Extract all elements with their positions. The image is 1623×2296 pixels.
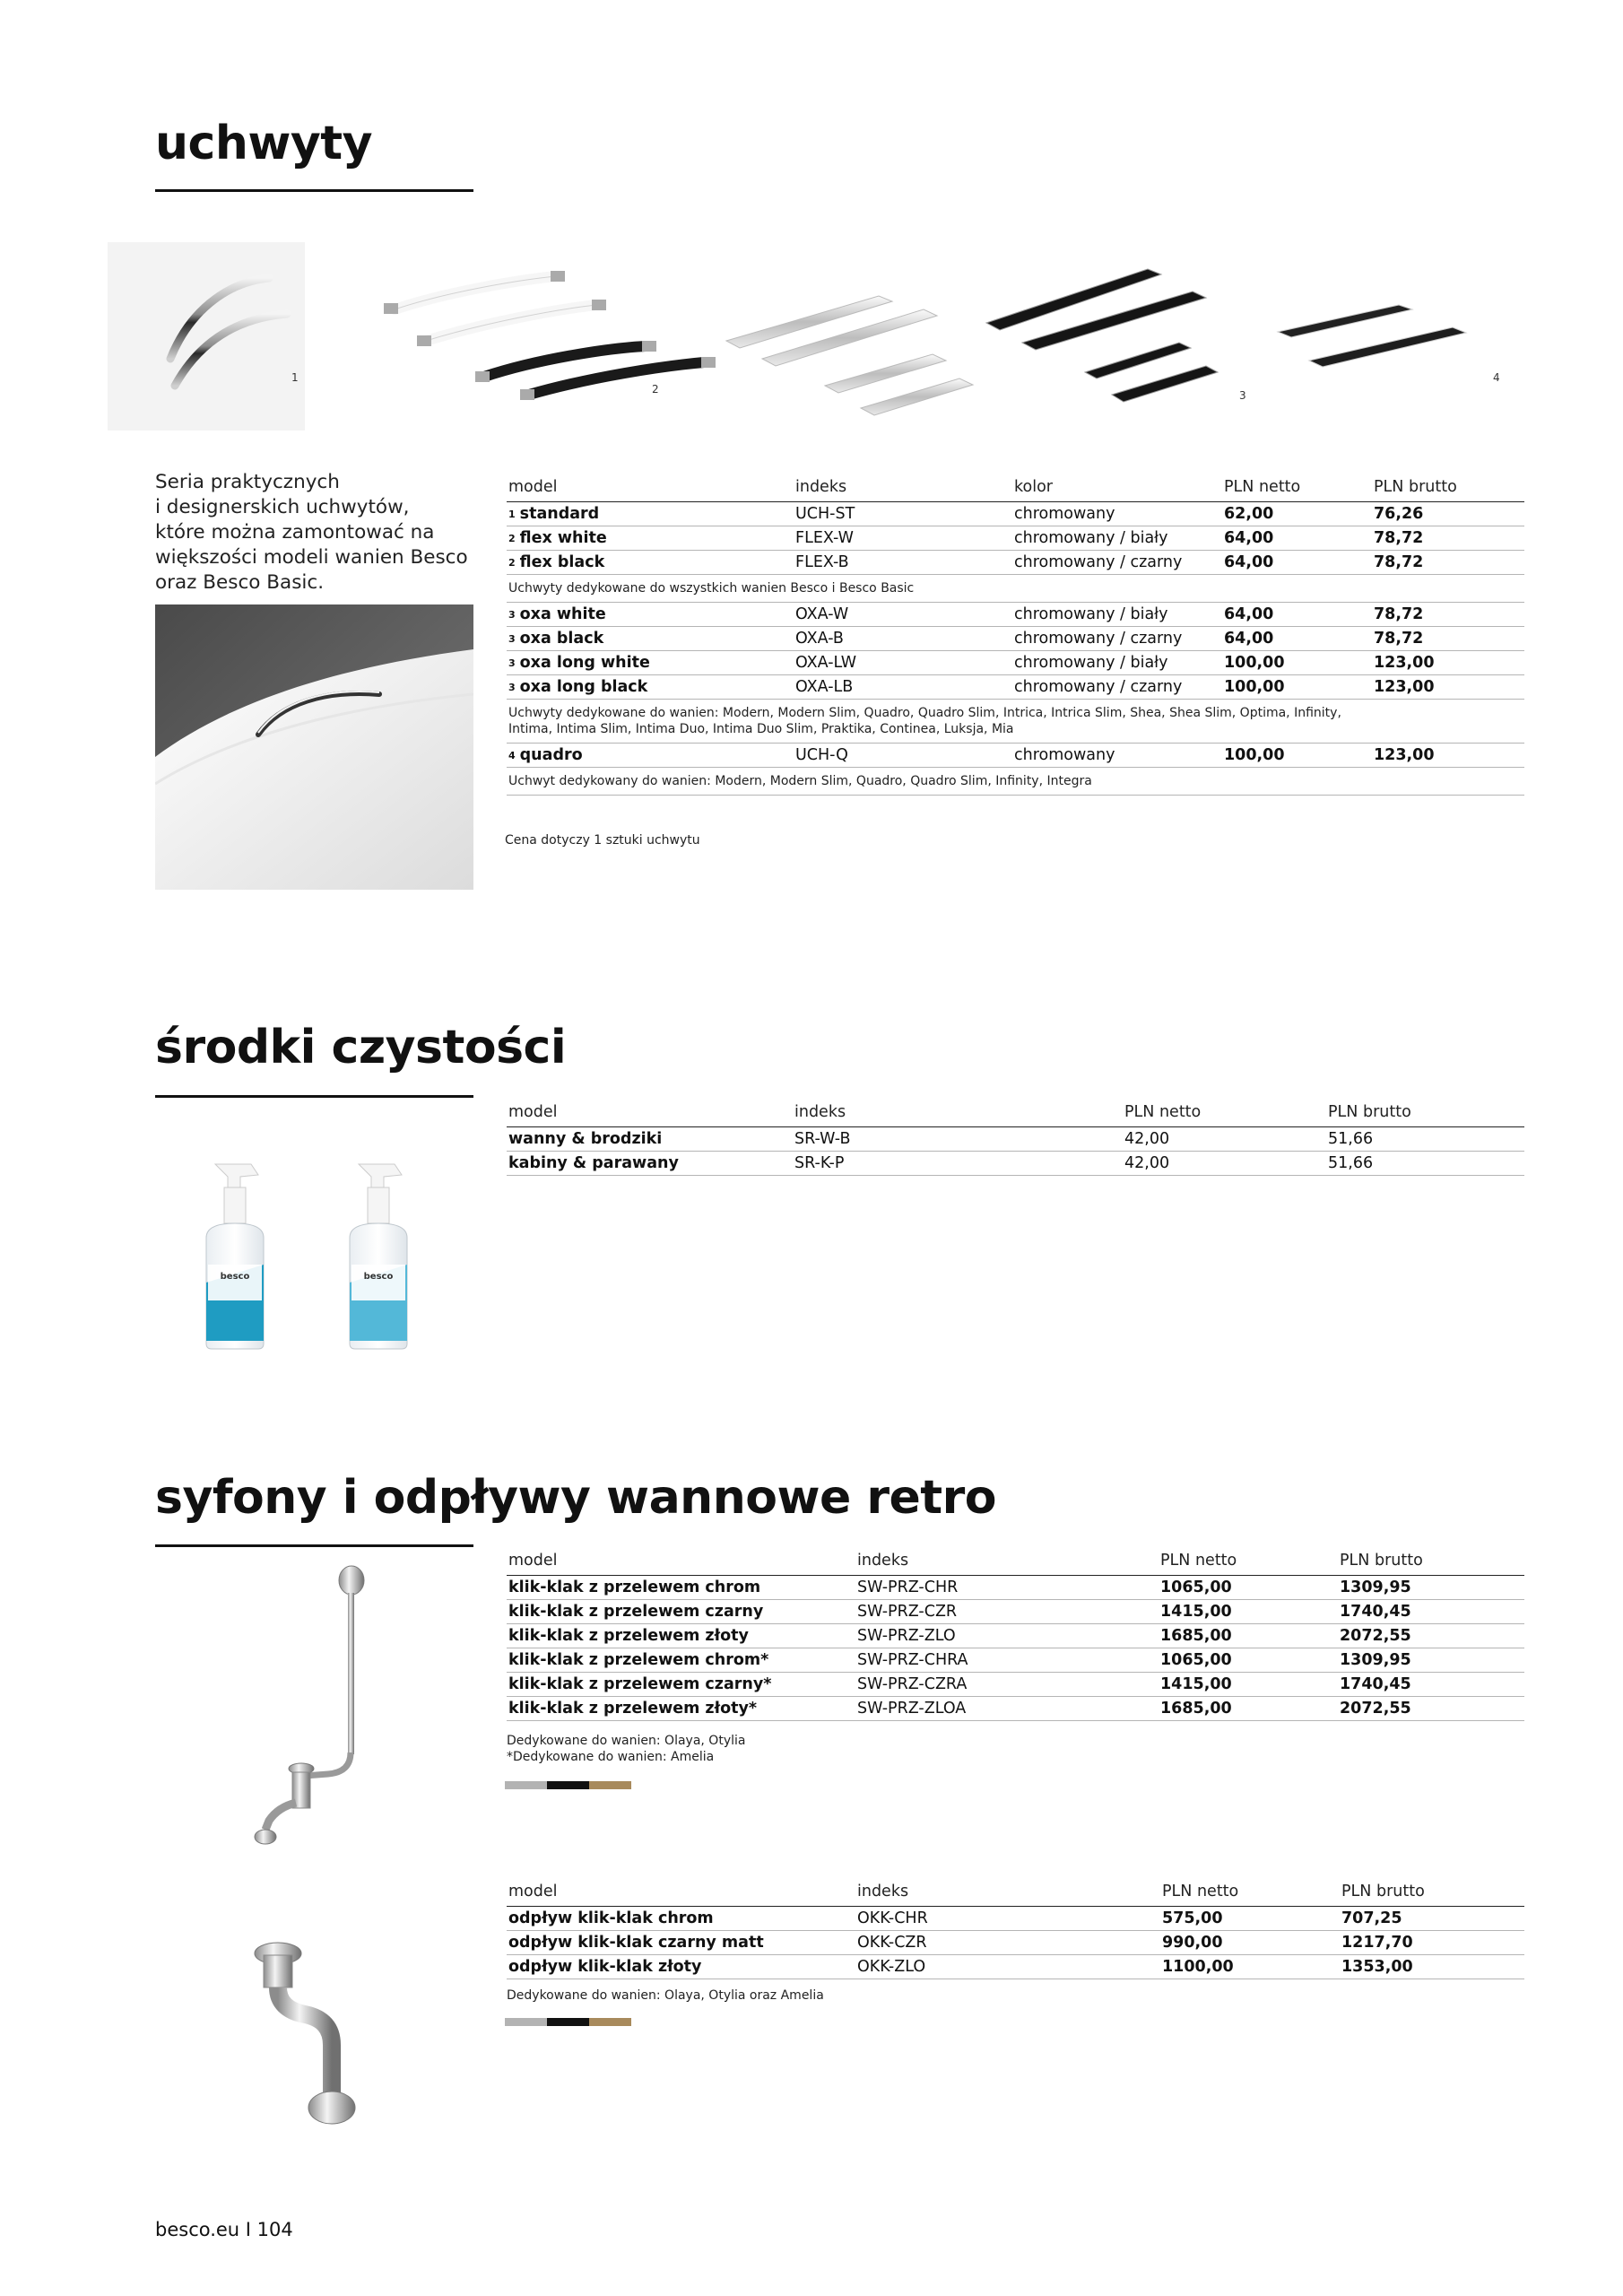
finish-swatch-chrome [505, 2018, 547, 2026]
cell-model: klik-klak z przelewem chrom* [508, 1651, 769, 1669]
section-title-siphons: syfony i odpływy wannowe retro [155, 1471, 996, 1525]
photo-ref-number: 1 [508, 509, 516, 520]
table-row [507, 1152, 1524, 1176]
cell-index: OKK-CZR [857, 1934, 927, 1952]
table-row [507, 1648, 1524, 1673]
table-note: Uchwyty dedykowane do wanien: Modern, Modern Slim, Quadro, Quadro Slim, Intrica, Intrica Slim, Shea, Shea Slim, Optima, Infinity, Intima, Intima Slim, Intima Duo, Intima Duo Slim, Praktika, Continea, Luksja, Mia [507, 700, 1524, 744]
col-index: indeks [794, 1103, 846, 1121]
section-title-cleaners: środki czystości [155, 1021, 567, 1074]
col-net: PLN netto [1224, 478, 1301, 496]
cell-net: 42,00 [1124, 1130, 1170, 1148]
siphons-note-2: *Dedykowane do wanien: Amelia [507, 1750, 715, 1764]
photo-ref-number: 4 [508, 750, 516, 761]
table-row [507, 1955, 1524, 1979]
title-underline [155, 1095, 473, 1098]
table-row [507, 627, 1524, 651]
cell-gross: 1353,00 [1341, 1958, 1413, 1976]
cell-net: 100,00 [1224, 654, 1285, 672]
title-underline [155, 1544, 473, 1547]
cell-index: SR-K-P [794, 1154, 845, 1172]
cell-index: OXA-LB [795, 678, 854, 696]
cell-index: OKK-CHR [857, 1909, 928, 1927]
model-name: flex black [519, 553, 605, 571]
table-note: Uchwyt dedykowany do wanien: Modern, Modern Slim, Quadro, Quadro Slim, Infinity, Integra [507, 768, 1524, 796]
cell-net: 62,00 [1224, 505, 1274, 523]
cell-index: SW-PRZ-CZRA [857, 1675, 968, 1693]
cell-net: 1100,00 [1162, 1958, 1234, 1976]
cleaner-bottles-photo [179, 1157, 448, 1354]
handle-quadro-photo [1278, 305, 1466, 367]
table-header [507, 1101, 1524, 1127]
col-gross: PLN brutto [1341, 1883, 1425, 1900]
cell-net: 64,00 [1224, 553, 1274, 571]
col-index: indeks [857, 1883, 909, 1900]
model-name: flex white [519, 529, 607, 547]
svg-text:besco: besco [220, 1272, 250, 1282]
cell-model: odpływ klik-klak chrom [508, 1909, 714, 1927]
cell-model [508, 746, 583, 764]
finish-swatch-black [547, 2018, 589, 2026]
table-row [507, 526, 1524, 551]
col-gross: PLN brutto [1340, 1552, 1423, 1570]
finish-swatch-gold [589, 2018, 631, 2026]
handles-table [507, 476, 1524, 796]
cell-model: wanny & brodziki [508, 1130, 663, 1148]
drains-table [507, 1881, 1524, 1979]
cell-index: OXA-LW [795, 654, 856, 672]
cell-net: 1685,00 [1160, 1700, 1232, 1718]
siphons-table [507, 1550, 1524, 1721]
photo-ref-number: 3 [508, 682, 516, 693]
cell-model: klik-klak z przelewem złoty* [508, 1700, 758, 1718]
photo-ref-number: 2 [508, 557, 516, 569]
cell-index: SW-PRZ-ZLOA [857, 1700, 967, 1718]
cell-model [508, 605, 606, 623]
model-name: oxa white [519, 605, 606, 623]
cell-net: 42,00 [1124, 1154, 1170, 1172]
table-row [507, 1673, 1524, 1697]
cleaners-table [507, 1101, 1524, 1176]
cell-gross: 1740,45 [1340, 1675, 1411, 1693]
cell-model: klik-klak z przelewem czarny [508, 1603, 764, 1621]
cell-index: SW-PRZ-CHR [857, 1578, 959, 1596]
cell-gross: 78,72 [1374, 630, 1424, 648]
cell-gross: 1217,70 [1341, 1934, 1413, 1952]
table-header [507, 476, 1524, 502]
table-row [507, 1576, 1524, 1600]
model-name: standard [519, 505, 600, 523]
finish-swatch-gold [589, 1781, 631, 1789]
photo-ref-number: 3 [508, 657, 516, 669]
cell-model: odpływ klik-klak złoty [508, 1958, 702, 1976]
svg-text:besco: besco [363, 1272, 394, 1282]
cell-model [508, 654, 650, 672]
cell-index: OXA-W [795, 605, 849, 623]
cell-model: klik-klak z przelewem chrom [508, 1578, 761, 1596]
photo-label-3: 3 [1239, 389, 1246, 402]
col-model: model [508, 1103, 558, 1121]
cell-net: 64,00 [1224, 529, 1274, 547]
siphons-note-1: Dedykowane do wanien: Olaya, Otylia [507, 1734, 746, 1748]
cell-gross: 51,66 [1328, 1130, 1374, 1148]
photo-ref-number: 2 [508, 533, 516, 544]
handle-oxa-photo [726, 296, 973, 415]
cell-color: chromowany / biały [1014, 529, 1168, 547]
table-row [507, 1624, 1524, 1648]
table-row [507, 651, 1524, 675]
table-row [507, 1697, 1524, 1721]
cell-gross: 123,00 [1374, 678, 1435, 696]
drain-photo [242, 1928, 395, 2130]
page-footer: besco.eu I 104 [155, 2219, 293, 2240]
col-gross: PLN brutto [1328, 1103, 1411, 1121]
handle-standard-photo [108, 242, 305, 430]
photo-ref-number: 3 [508, 609, 516, 621]
cell-index: OKK-ZLO [857, 1958, 926, 1976]
cell-net: 575,00 [1162, 1909, 1223, 1927]
cell-index: SW-PRZ-CZR [857, 1603, 958, 1621]
photo-label-4: 4 [1493, 371, 1500, 384]
table-row [507, 1127, 1524, 1152]
section-title-handles: uchwyty [155, 117, 373, 170]
handles-photos [108, 242, 1524, 430]
bottle-cabins [350, 1164, 407, 1349]
cell-model [508, 553, 604, 571]
col-net: PLN netto [1124, 1103, 1202, 1121]
photo-ref-number: 3 [508, 633, 516, 645]
cell-gross: 78,72 [1374, 553, 1424, 571]
cell-net: 1415,00 [1160, 1675, 1232, 1693]
photo-label-1: 1 [291, 371, 299, 384]
table-row [507, 744, 1524, 768]
cell-color: chromowany [1014, 746, 1115, 764]
cell-index: SR-W-B [794, 1130, 851, 1148]
cell-index: UCH-ST [795, 505, 855, 523]
table-row [507, 603, 1524, 627]
cell-color: chromowany / biały [1014, 654, 1168, 672]
cell-model: klik-klak z przelewem czarny* [508, 1675, 772, 1693]
table-header [507, 1550, 1524, 1576]
cell-net: 1415,00 [1160, 1603, 1232, 1621]
cell-net: 64,00 [1224, 605, 1274, 623]
table-row [507, 551, 1524, 575]
table-row [507, 1600, 1524, 1624]
cell-model [508, 630, 603, 648]
cell-gross: 2072,55 [1340, 1700, 1411, 1718]
cell-index: UCH-Q [795, 746, 848, 764]
col-index: indeks [857, 1552, 909, 1570]
cell-gross: 78,72 [1374, 605, 1424, 623]
cell-net: 1065,00 [1160, 1651, 1232, 1669]
photo-label-2: 2 [652, 383, 659, 396]
table-row [507, 675, 1524, 700]
cell-color: chromowany / biały [1014, 605, 1168, 623]
cell-model [508, 529, 607, 547]
col-net: PLN netto [1160, 1552, 1237, 1570]
col-model: model [508, 478, 558, 496]
cell-model: klik-klak z przelewem złoty [508, 1627, 749, 1645]
handle-oxa-black-photo [986, 269, 1218, 402]
cell-net: 64,00 [1224, 630, 1274, 648]
table-header [507, 1881, 1524, 1907]
col-model: model [508, 1883, 558, 1900]
cell-net: 990,00 [1162, 1934, 1223, 1952]
cell-color: chromowany [1014, 505, 1115, 523]
cell-gross: 51,66 [1328, 1154, 1374, 1172]
cell-net: 100,00 [1224, 746, 1285, 764]
bottle-baths [206, 1164, 264, 1349]
model-name: oxa long black [519, 678, 648, 696]
table-row [507, 1907, 1524, 1931]
cell-index: SW-PRZ-ZLO [857, 1627, 956, 1645]
cell-net: 1685,00 [1160, 1627, 1232, 1645]
cell-index: FLEX-W [795, 529, 854, 547]
cell-net: 1065,00 [1160, 1578, 1232, 1596]
cell-gross: 1309,95 [1340, 1578, 1411, 1596]
col-color: kolor [1014, 478, 1053, 496]
cell-model: kabiny & parawany [508, 1154, 679, 1172]
col-gross: PLN brutto [1374, 478, 1457, 496]
drains-note: Dedykowane do wanien: Olaya, Otylia oraz Amelia [507, 1988, 824, 2003]
col-net: PLN netto [1162, 1883, 1239, 1900]
cell-gross: 123,00 [1374, 654, 1435, 672]
cell-model: odpływ klik-klak czarny matt [508, 1934, 764, 1952]
cell-gross: 76,26 [1374, 505, 1424, 523]
cell-gross: 123,00 [1374, 746, 1435, 764]
cell-model [508, 505, 599, 523]
col-index: indeks [795, 478, 847, 496]
finish-swatch-black [547, 1781, 589, 1789]
title-underline [155, 189, 473, 192]
handles-intro: Seria praktycznych i designerskich uchwytów, które można zamontować na większości modeli wanien Besco oraz Besco Basic. [155, 471, 468, 594]
handle-flex-photo [384, 271, 716, 400]
table-row [507, 1931, 1524, 1955]
cell-net: 100,00 [1224, 678, 1285, 696]
cell-index: OXA-B [795, 630, 844, 648]
cell-gross: 78,72 [1374, 529, 1424, 547]
price-note: Cena dotyczy 1 sztuki uchwytu [505, 833, 700, 848]
cell-index: FLEX-B [795, 553, 849, 571]
cell-gross: 2072,55 [1340, 1627, 1411, 1645]
cell-color: chromowany / czarny [1014, 630, 1183, 648]
cell-index: SW-PRZ-CHRA [857, 1651, 968, 1669]
table-row [507, 502, 1524, 526]
model-name: oxa long white [519, 654, 650, 672]
table-note: Uchwyty dedykowane do wszystkich wanien Besco i Besco Basic [507, 575, 1524, 603]
finish-swatch-chrome [505, 1781, 547, 1789]
model-name: quadro [519, 746, 583, 764]
bathtub-handle-photo [155, 604, 473, 890]
cell-color: chromowany / czarny [1014, 553, 1183, 571]
cell-gross: 1740,45 [1340, 1603, 1411, 1621]
cell-color: chromowany / czarny [1014, 678, 1183, 696]
cell-gross: 1309,95 [1340, 1651, 1411, 1669]
model-name: oxa black [519, 630, 604, 648]
col-model: model [508, 1552, 558, 1570]
siphon-photo [242, 1561, 386, 1857]
cell-model [508, 678, 647, 696]
cell-gross: 707,25 [1341, 1909, 1402, 1927]
